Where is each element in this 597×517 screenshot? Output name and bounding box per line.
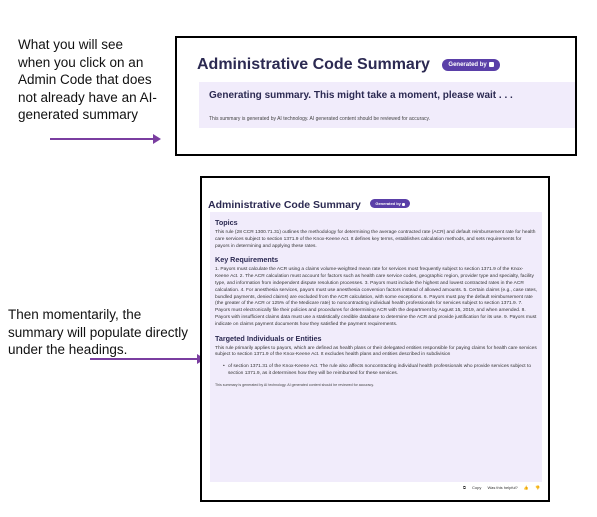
summary-header <box>208 195 410 213</box>
thumbs-up-icon[interactable]: 👍 <box>523 485 529 490</box>
page-title: Administrative Code Summary <box>197 56 430 73</box>
screenshot-generating <box>175 36 577 156</box>
ai-disclaimer: This summary is generated by AI technology. AI generated content should be reviewed for accuracy. <box>215 382 374 387</box>
arrow-to-before <box>50 138 154 140</box>
section-text-targeted: This rule primarily applies to payors, which are defined as health plans or their delegated entities responsible for paying claims for health care services subject to section 1371.9 of the Knox-Keene Act. It excludes health plans and entities described in subdivision <box>215 345 537 358</box>
generated-by-badge <box>442 59 499 71</box>
list-item <box>223 364 537 378</box>
thumbs-down-icon[interactable]: 👎 <box>535 485 540 490</box>
arrow-to-after <box>90 358 198 360</box>
section-text-topics: This rule (28 CCR 1300.71.31) outlines the methodology for determining the average contracted rate (ACR) and default reimbursement rate for health care services subject to section 1371.9 of the Knox-Keene Act. It defines key terms, establishes calculation methods, and sets requirements for payors in determining and applying these rates. <box>215 230 536 249</box>
loading-status: Generating summary. This might take a moment, please wait . . . <box>209 90 513 101</box>
section-heading-topics: Topics <box>215 218 238 227</box>
generated-by-badge <box>370 199 410 208</box>
summary-panel <box>199 82 575 128</box>
copy-icon: ⧉ <box>463 485 466 490</box>
section-text-requirements: 1. Payors must calculate the ACR using a claims volume-weighted mean rate for services most frequently subject to section 1371.9 of the Knox-Keene Act. 2. The ACR calculation must account for factors such as health care service codes, geographic region, provider type and specialty, facility type, and information from independent dispute resolution processes. 3. Payors must include the highest and lowest contracted rates in the ACR calculation. 4. For anesthesia services, payors must use anesthesia conversion factors instead of allowed amounts. 5. Certain claims (e.g., case rates, bundled payments, denied claims) are excluded from the ACR calculation, with some exceptions. 6. Payors must pay the default reimbursement rate (the greater of the ACR or 125% of the Medicare rate) to noncontracting individual health professionals for services subject to section 1371.9. 7. Payors must electronically file their policies and procedures for determining ACR with the department by August 15, 2019, and when amended. 8. Payors with insufficient claims data must use a statistically credible database to determine the ACR and provide justification for its use. 9. Payors must indicate on claims payment documents how they satisfied the payment requirements. <box>215 267 537 327</box>
copy-button[interactable] <box>458 485 481 490</box>
list-item-text: of section 1371.31 of the Knox-Keene Act. The rule also affects noncontracting individual health professionals who provide services subject to section 1371.9, as it determines how they will be reimbursed for these services. <box>228 364 532 376</box>
annotation-before: What you will see when you click on an Admin Code that does not already have an AI-generated summary <box>18 37 157 122</box>
ai-logo-icon <box>489 62 494 67</box>
copy-label: Copy <box>472 485 482 490</box>
section-heading-targeted: Targeted Individuals or Entities <box>215 333 322 343</box>
summary-header <box>197 56 500 74</box>
page-title: Administrative Code Summary <box>208 199 361 211</box>
section-heading-requirements: Key Requirements <box>215 255 279 265</box>
annotation-after: Then momentarily, the summary will populate directly under the headings. <box>8 307 189 357</box>
ai-disclaimer: This summary is generated by AI technology. AI generated content should be reviewed for accuracy. <box>209 116 431 122</box>
feedback-bar <box>453 485 540 490</box>
summary-panel <box>210 212 542 482</box>
bullet-icon: • <box>223 364 225 370</box>
helpful-label: Was this helpful? <box>487 485 518 490</box>
badge-label: Generated by <box>448 61 487 68</box>
ai-logo-icon <box>402 203 405 206</box>
badge-label: Generated by <box>375 201 401 207</box>
screenshot-populated <box>200 176 550 502</box>
